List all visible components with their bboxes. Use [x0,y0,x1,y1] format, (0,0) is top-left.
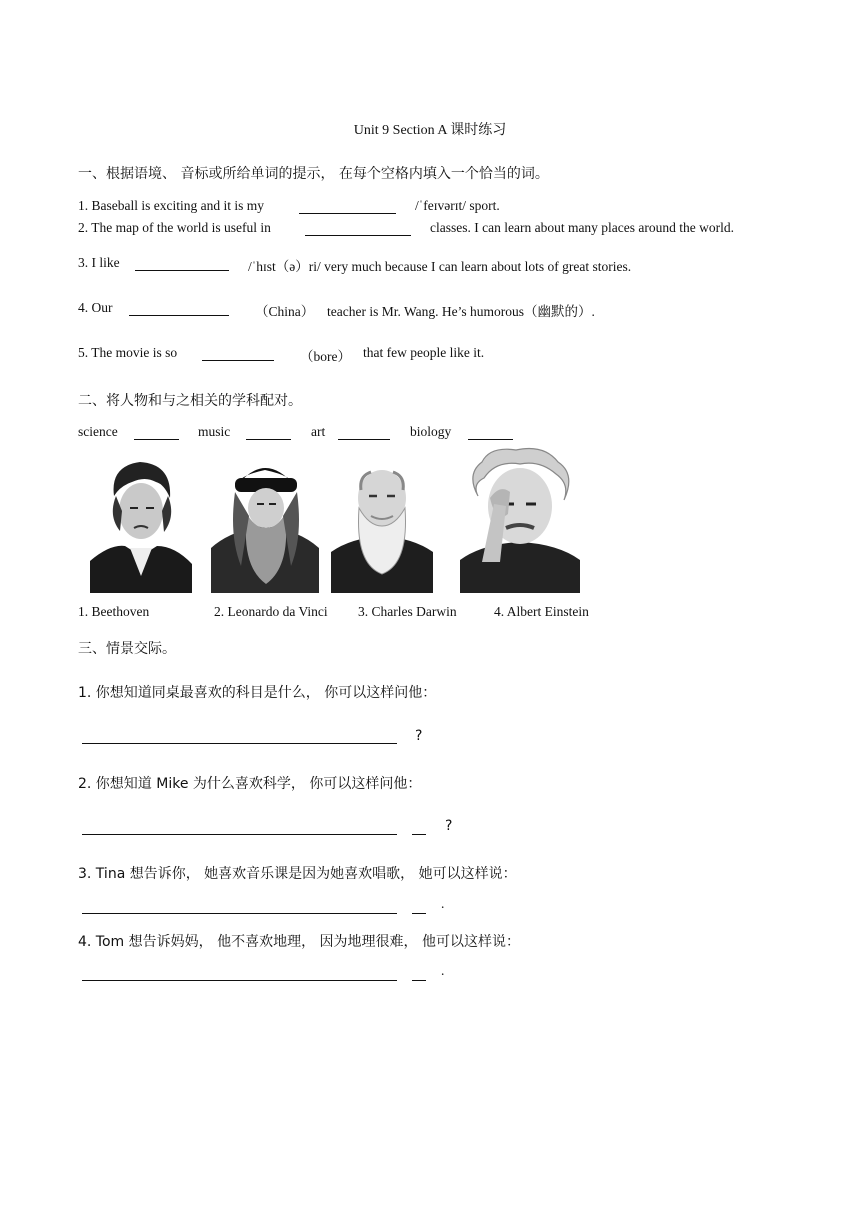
s3-q4-prompt: 4. Tom 想告诉妈妈， 他不喜欢地理， 因为地理很难， 他可以这样说： [78,934,520,950]
biology-blank[interactable] [468,439,513,440]
person-darwin: 3. Charles Darwin [358,604,457,619]
q5-rest: that few people like it. [363,345,485,360]
s3-q1-end: ? [415,728,423,744]
section3-heading: 三、情景交际。 [78,641,176,657]
art-blank[interactable] [338,439,390,440]
s3-q3-end: . [441,896,445,911]
s3-q3-answer-line[interactable] [82,913,397,914]
q4-hint: （China） [255,304,315,319]
q2-blank[interactable] [305,235,411,236]
s3-q3-prompt: 3. Tina 想告诉你， 她喜欢音乐课是因为她喜欢唱歌， 她可以这样说： [78,866,517,882]
subject-biology: biology [410,424,452,439]
q4-rest: teacher is Mr. Wang. He’s humorous（幽默的）. [327,304,595,319]
beethoven-portrait [90,456,192,593]
s3-q2-prompt: 2. 你想知道 Mike 为什么喜欢科学， 你可以这样问他： [78,776,422,792]
s3-q4-end: . [441,963,445,978]
section1-heading: 一、根据语境、 音标或所给单词的提示， 在每个空格内填入一个恰当的词。 [78,166,549,182]
music-blank[interactable] [246,439,291,440]
q5-text: 5. The movie is so [78,345,178,360]
s3-q2-short-line [412,834,426,835]
q5-blank[interactable] [202,360,274,361]
q1-hint: /ˈfeɪvərɪt/ sport. [415,198,500,213]
page-title: Unit 9 Section A 课时练习 [353,123,507,138]
subject-science: science [78,424,118,439]
science-blank[interactable] [134,439,179,440]
person-einstein: 4. Albert Einstein [494,604,589,619]
q2-text: 2. The map of the world is useful in [78,220,271,235]
s3-q1-answer-line[interactable] [82,743,397,744]
q3-hint: /ˈhɪst（ə）ri/ very much because I can learn about lots of great stories. [248,259,632,274]
s3-q2-answer-line[interactable] [82,834,397,835]
q1-text: 1. Baseball is exciting and it is my [78,198,264,213]
q4-blank[interactable] [129,315,229,316]
s3-q3-short-line [412,913,426,914]
subject-art: art [311,424,326,439]
q3-text: 3. I like [78,255,120,270]
s3-q2-end: ? [445,818,453,834]
person-beethoven: 1. Beethoven [78,604,150,619]
q4-text: 4. Our [78,300,113,315]
da-vinci-portrait [211,456,319,593]
section2-heading: 二、将人物和与之相关的学科配对。 [78,393,302,409]
q1-blank[interactable] [299,213,396,214]
q3-blank[interactable] [135,270,229,271]
q2-rest: classes. I can learn about many places around the world. [430,220,735,235]
s3-q4-short-line [412,980,426,981]
s3-q4-answer-line[interactable] [82,980,397,981]
darwin-portrait [331,456,433,593]
q5-hint: （bore） [300,349,351,364]
s3-q1-prompt: 1. 你想知道同桌最喜欢的科目是什么， 你可以这样问他： [78,685,437,701]
einstein-portrait [460,444,580,593]
person-da-vinci: 2. Leonardo da Vinci [214,604,328,619]
subject-music: music [198,424,231,439]
